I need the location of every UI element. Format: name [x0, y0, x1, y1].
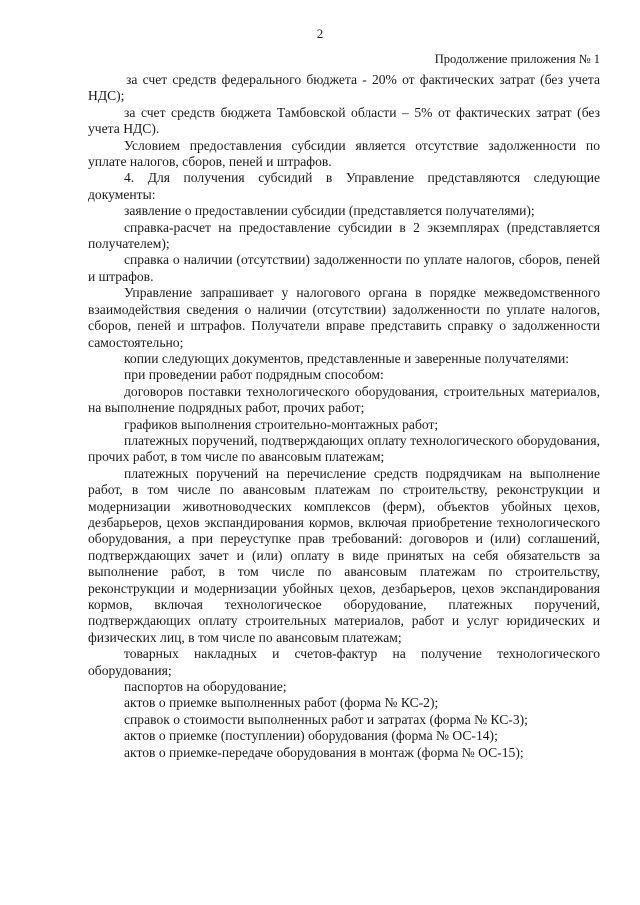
list-item: актов о приемке (поступлении) оборудования (форма № ОС-14); [124, 728, 498, 744]
paragraph: Условием предоставления субсидии является отсутствие задолженности по уплате налогов, сборов, пеней и штрафов. [88, 137, 600, 170]
list-item: договоров поставки технологического оборудования, строительных материалов, на выполнение подрядных работ, прочих работ; [88, 383, 600, 416]
list-item: графиков выполнения строительно-монтажных работ; [124, 416, 439, 432]
paragraph: за счет средств бюджета Тамбовской области – 5% от фактических затрат (без учета НДС). [88, 104, 600, 137]
list-item: справок о стоимости выполненных работ и затратах (форма № КС-3); [124, 711, 528, 727]
document-body [88, 72, 600, 761]
paragraph: Управление запрашивает у налогового органа в порядке межведомственного взаимодействия сведения о наличии (отсутствии) задолженности по уплате налогов, сборов, пеней и штрафов. Получатели вправе представить справку о задолженности самостоятельно; [88, 285, 600, 350]
page-number: 2 [316, 26, 324, 41]
list-item: актов о приемке выполненных работ (форма № КС-2); [124, 695, 439, 711]
list-item: копии следующих документов, представленные и заверенные получателями: [124, 350, 570, 366]
appendix-continuation-note: Продолжение приложения № 1 [434, 52, 600, 66]
list-item: платежных поручений на перечисление средств подрядчикам на выполнение работ, в том числе по авансовым платежам по строительству, реконструкции и модернизации животноводческих комплексов (ферм), объектов убойных цехов, дезбарьеров, цехов экспандирования кормов, включая приобретение технологического оборудования, а при переуступке прав требований: договоров и (или) соглашений, подтверждающих зачет и (или) оплату в виде принятых на себя обязательств за выполнение работ, в том числе по авансовым платежам по строительству, реконструкции и модернизации убойных цехов, дезбарьеров, цехов экспандирования кормов, включая технологическое оборудование, платежных поручений, подтверждающих оплату строительных материалов, работ и услуг юридических и физических лиц, в том числе по авансовым платежам; [88, 465, 600, 645]
list-item: справка о наличии (отсутствии) задолженности по уплате налогов, сборов, пеней и штрафов. [88, 252, 600, 284]
list-item: заявление о предоставлении субсидии (представляется получателями); [124, 203, 535, 219]
list-item: товарных накладных и счетов-фактур на получение технологического оборудования; [88, 646, 600, 678]
paragraph: за счет средств федерального бюджета - 20% от фактических затрат (без учета НДС); [88, 72, 600, 104]
list-item: платежных поручений, подтверждающих оплату технологического оборудования, прочих работ, в том числе по авансовым платежам; [88, 432, 600, 465]
paragraph: 4. Для получения субсидий в Управление представляются следующие документы: [88, 170, 600, 202]
list-item: справка-расчет на предоставление субсидии в 2 экземплярах (представляется получателем); [88, 219, 600, 252]
list-item: актов о приемке-передаче оборудования в монтаж (форма № ОС-15); [124, 744, 524, 760]
list-item: паспортов на оборудование; [124, 679, 287, 695]
list-item: при проведении работ подрядным способом: [124, 367, 384, 383]
